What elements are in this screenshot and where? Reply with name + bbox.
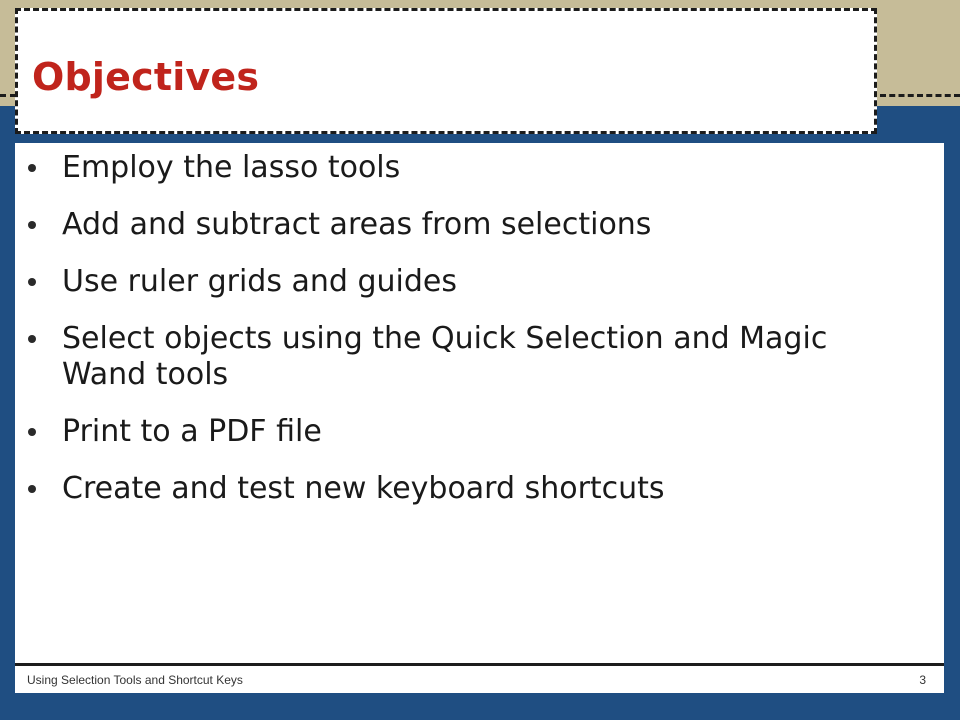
slide-title: Objectives (32, 55, 260, 99)
bullet-text: Select objects using the Quick Selection and Magic Wand tools (62, 321, 828, 392)
bullet-dot-icon (28, 428, 36, 436)
bullet-item (25, 207, 915, 243)
dashed-divider-left (0, 94, 16, 97)
bullet-item (25, 321, 915, 393)
bullet-item (25, 264, 915, 300)
dashed-divider-right (880, 94, 960, 97)
bullet-dot-icon (28, 485, 36, 493)
bullet-dot-icon (28, 278, 36, 286)
footer-text: Using Selection Tools and Shortcut Keys (27, 673, 243, 687)
bullet-text: Add and subtract areas from selections (62, 207, 652, 242)
page-number: 3 (919, 673, 926, 687)
title-box (15, 8, 877, 134)
bullet-text: Employ the lasso tools (62, 150, 401, 185)
bullet-dot-icon (28, 164, 36, 172)
bullet-text: Use ruler grids and guides (62, 264, 458, 299)
footer-bar (15, 666, 944, 693)
bullet-item (25, 150, 915, 186)
bullet-item (25, 471, 915, 507)
bullet-dot-icon (28, 335, 36, 343)
bullet-list (25, 150, 915, 528)
bullet-text: Print to a PDF file (62, 414, 322, 449)
bullet-text: Create and test new keyboard shortcuts (62, 471, 665, 506)
bullet-item (25, 414, 915, 450)
bullet-dot-icon (28, 221, 36, 229)
